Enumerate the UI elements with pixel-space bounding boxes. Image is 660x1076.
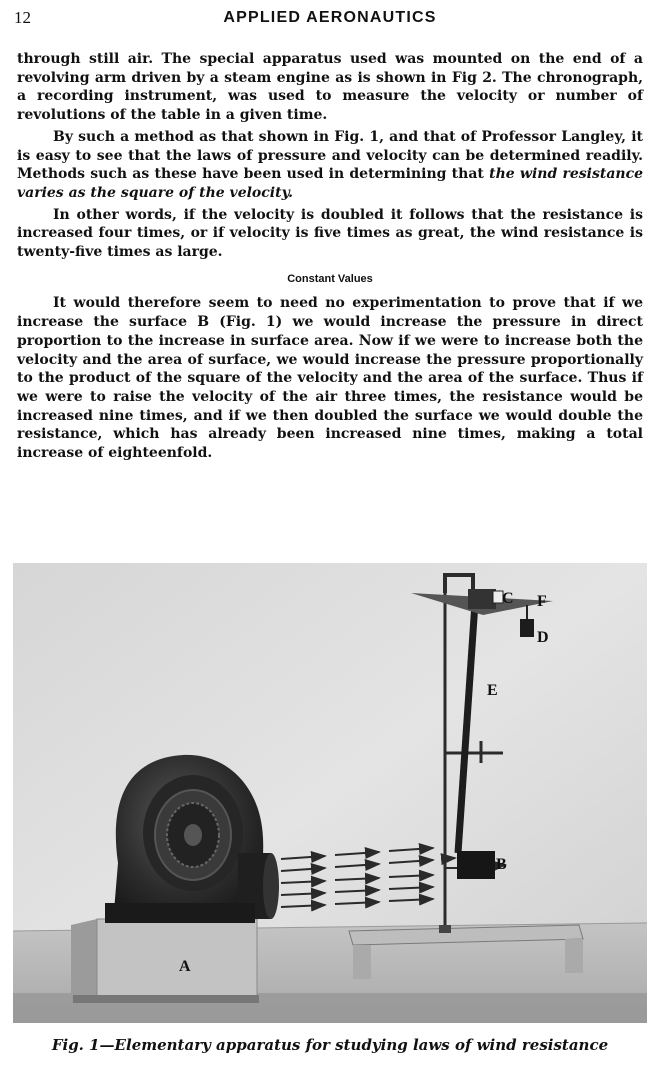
section-subheading: Constant Values bbox=[287, 272, 373, 285]
paragraph-2-emphasis: the wind resistance varies as the square of the velocity. bbox=[17, 166, 643, 201]
page-number: 12 bbox=[14, 8, 31, 27]
label-e: E bbox=[487, 682, 498, 699]
paragraph-4: It would therefore seem to need no experimentation to prove that if we increase the surface B (Fig. 1) we would increase the pressure in direct proportion to the increase in surface area. Now if we were to increase both the velocity and the area of surface, we would increase the pressure proportionally to the product of the square of the velocity and the area of the surface. Thus if we were to raise the velocity of the air three times, the resistance would be increased nine times, and if we then doubled the surface we would double the resistance, which has already been increased nine times, making a total increase of eighteenfold. bbox=[17, 295, 643, 462]
plate-b bbox=[457, 851, 495, 879]
label-a: A bbox=[179, 958, 191, 975]
apparatus-illustration bbox=[13, 563, 647, 1023]
figure-photo bbox=[13, 563, 647, 1023]
label-c: C bbox=[502, 590, 514, 607]
label-f: F bbox=[537, 593, 547, 610]
label-b: B bbox=[496, 856, 507, 873]
body-text bbox=[17, 50, 643, 463]
paragraph-1: through still air. The special apparatus used was mounted on the end of a revolving arm driven by a steam engine as is shown in Fig 2. The chronograph, a recording instrument, was used to measure the velocity or number of revolutions of the table in a given time. bbox=[17, 51, 643, 124]
page-header bbox=[14, 8, 646, 32]
paragraph-2-text: By such a method as that shown in Fig. 1, and that of Professor Langley, it is easy to see that the laws of pressure and velocity can be determined readily. Methods such as these have been used in determining that bbox=[17, 128, 643, 183]
paragraph-2 bbox=[17, 128, 643, 203]
base-block-a bbox=[71, 919, 259, 1003]
paragraph-3: In other words, if the velocity is doubled it follows that the resistance is increased four times, or if velocity is five times as great, the wind resistance is twenty-five times as large. bbox=[17, 206, 643, 261]
label-d: D bbox=[537, 629, 549, 646]
figure-caption: Fig. 1—Elementary apparatus for studying laws of wind resistance bbox=[51, 1036, 609, 1054]
running-title: APPLIED AERONAUTICS bbox=[223, 9, 437, 26]
